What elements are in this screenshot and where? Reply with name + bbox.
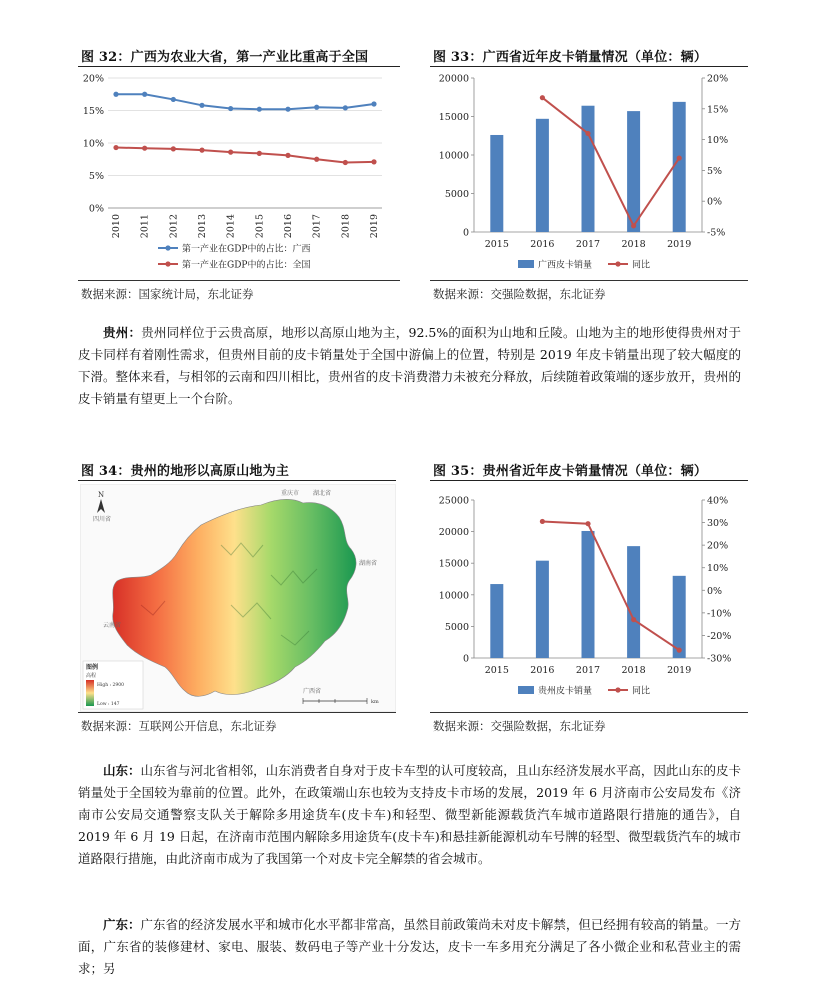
guangdong-paragraph <box>78 914 741 980</box>
fig32-bottom-rule <box>78 280 400 281</box>
fig33-right-tick-label: 0% <box>707 196 723 208</box>
fig35-legend-line-label: 同比 <box>632 686 651 697</box>
fig35-legend-line-marker <box>615 687 620 692</box>
fig33-xtick-label: 2018 <box>621 239 646 250</box>
fig35-xtick-label: 2018 <box>621 665 646 676</box>
legend-high: High : 2900 <box>97 683 124 688</box>
fig33-yoy-point <box>631 223 636 228</box>
fig32-legend-marker <box>165 245 170 250</box>
guangdong-text: 广东省的经济发展水平和城市化水平都非常高，虽然目前政策尚未对皮卡解禁，但已经拥有较高的销量。一方面，广东省的装修建材、家电、服装、数码电子等产业十分发达，皮卡一车多用充分满足了各小微企业和私营业主的需求；另 <box>78 917 741 976</box>
fig35-bar <box>536 561 549 658</box>
fig35-bottom-rule <box>430 712 748 713</box>
shandong-paragraph <box>78 760 741 870</box>
fig32-data-point <box>171 146 176 151</box>
fig35-left-tick-label: 10000 <box>438 590 469 602</box>
fig32-data-point <box>371 101 376 106</box>
fig32-ytick-label: 15% <box>82 106 104 117</box>
fig35-xtick-label: 2019 <box>667 665 692 676</box>
fig32-xtick-label: 2010 <box>111 214 122 239</box>
fig35-left-tick-label: 5000 <box>444 621 469 633</box>
fig33-left-tick-label: 5000 <box>444 189 469 200</box>
fig33-left-tick-label: 15000 <box>438 112 469 123</box>
fig33-yoy-line <box>542 98 679 226</box>
fig32-xtick-label: 2016 <box>283 214 294 239</box>
fig35-right-tick-label: 10% <box>707 563 729 575</box>
fig32-series-line <box>116 94 374 109</box>
terrain-map-svg <box>81 485 395 711</box>
fig33-right-tick-label: 20% <box>707 73 729 85</box>
fig32-xtick-label: 2011 <box>139 214 151 239</box>
fig32-data-point <box>257 151 262 156</box>
fig32-legend-label: 第一产业在GDP中的占比：广西 <box>182 244 311 255</box>
fig35-right-tick-label: 30% <box>707 518 729 530</box>
fig32-ytick-label: 20% <box>82 73 104 85</box>
fig33-legend-bar-swatch <box>518 260 534 268</box>
fig33-legend-line-label: 同比 <box>632 260 651 271</box>
fig32-legend-label: 第一产业在GDP中的占比：全国 <box>182 260 311 271</box>
fig33-left-tick-label: 0 <box>462 227 469 239</box>
label-chongqing: 重庆市 <box>281 490 300 497</box>
fig32-xtick-label: 2015 <box>254 214 266 239</box>
fig33-yoy-point <box>585 131 590 136</box>
fig35-xtick-label: 2016 <box>530 665 555 676</box>
fig32-xtick-label: 2019 <box>369 214 380 239</box>
scale-unit: km <box>371 699 379 705</box>
fig33-title: 图 33：广西省近年皮卡销量情况（单位：辆） <box>433 50 708 65</box>
fig35-top-rule <box>430 480 748 481</box>
fig35-bar <box>582 531 595 658</box>
fig35-bar <box>673 576 686 658</box>
fig34-top-rule <box>78 480 396 481</box>
fig33-legend-line-marker <box>615 261 620 266</box>
fig33-xtick-label: 2016 <box>530 239 555 250</box>
fig32-series-line <box>116 148 374 163</box>
fig32-xtick-label: 2017 <box>311 214 323 239</box>
shandong-text: 山东省与河北省相邻，山东消费者自身对于皮卡车型的认可度较高，且山东经济发展水平高，因此山东的皮卡销量处于全国较为靠前的位置。此外，在政策端山东也较为支持皮卡市场的发展，2019 年 6 月济南市公安局发布《济南市公安局交通警察支队关于解除多用途货车(皮卡车)和轻型、微型新能源载货汽车城市道路限行措施的通告》，自 2019 年 6 月 19 日起，在济南市范围内解除多用途货车(皮卡车)和悬挂新能源机动车号牌的轻型、微型载货汽车的城市道路限行措施，由此济南市成为了我国第一个对皮卡完全解禁的省会城市。 <box>78 763 741 866</box>
fig35-left-tick-label: 15000 <box>438 558 469 570</box>
fig32-xtick-label: 2012 <box>168 214 180 239</box>
fig33-bar <box>627 111 640 232</box>
fig32-data-point <box>113 92 118 97</box>
fig34-bottom-rule <box>78 712 396 713</box>
fig33-source: 数据来源：交强险数据，东北证券 <box>433 287 606 301</box>
fig32-data-point <box>343 160 348 165</box>
legend-subtitle: 高程 <box>86 673 97 679</box>
fig35-source: 数据来源：交强险数据，东北证券 <box>433 719 606 733</box>
legend-title: 图例 <box>86 664 99 671</box>
fig35-right-tick-label: 0% <box>707 585 723 597</box>
fig35-yoy-point <box>631 617 636 622</box>
fig33-bar <box>673 102 686 232</box>
fig32-title: 图 32：广西为农业大省，第一产业比重高于全国 <box>81 50 369 65</box>
fig32-xtick-label: 2013 <box>197 214 208 239</box>
fig32-data-point <box>343 105 348 110</box>
label-sichuan: 四川省 <box>93 516 112 523</box>
fig33-combo-chart <box>430 68 748 278</box>
fig33-bar <box>490 135 503 232</box>
label-guangxi: 广西省 <box>303 688 322 695</box>
fig32-legend-marker <box>165 261 170 266</box>
fig33-right-tick-label: 15% <box>707 104 729 116</box>
legend-low: Low : 147 <box>97 702 120 707</box>
fig32-xtick-label: 2014 <box>225 214 237 239</box>
fig32-data-point <box>257 107 262 112</box>
shandong-lead: 山东： <box>103 763 141 778</box>
legend-color-ramp <box>86 680 94 706</box>
fig32-data-point <box>228 150 233 155</box>
fig32-ytick-label: 5% <box>88 171 104 182</box>
fig32-data-point <box>314 105 319 110</box>
fig33-left-tick-label: 20000 <box>438 73 469 85</box>
fig35-title: 图 35：贵州省近年皮卡销量情况（单位：辆） <box>433 464 708 479</box>
fig32-line-chart <box>78 68 400 278</box>
fig32-data-point <box>113 145 118 150</box>
guizhou-lead: 贵州： <box>103 325 142 340</box>
fig32-xtick-label: 2018 <box>340 214 352 239</box>
fig32-data-point <box>171 97 176 102</box>
fig33-right-tick-label: -5% <box>707 227 726 239</box>
fig35-right-tick-label: 20% <box>707 540 729 552</box>
fig32-ytick-label: 10% <box>82 138 104 150</box>
fig32-data-point <box>285 107 290 112</box>
fig32-data-point <box>285 153 290 158</box>
guizhou-text: 贵州同样位于云贵高原，地形以高原山地为主，92.5%的面积为山地和丘陵。山地为主的地形使得贵州对于皮卡同样有着刚性需求，但贵州目前的皮卡销量处于全国中游偏上的位置，特别是 2019 年皮卡销量出现了较大幅度的下滑。整体来看，与相邻的云南和四川相比，贵州省的皮卡消费潜力未被充分释放，后续随着政策端的逐步放开，贵州的皮卡销量有望更上一个台阶。 <box>78 325 741 406</box>
fig35-yoy-point <box>540 519 545 524</box>
fig35-yoy-point <box>585 521 590 526</box>
label-hunan: 湖南省 <box>359 560 378 567</box>
label-yunnan: 云南省 <box>103 622 122 629</box>
fig33-bar <box>582 106 595 232</box>
fig33-right-tick-label: 10% <box>707 135 729 147</box>
fig34-source: 数据来源：互联网公开信息，东北证券 <box>81 719 277 733</box>
fig32-ytick-label: 0% <box>88 203 104 215</box>
fig35-xtick-label: 2017 <box>575 665 601 676</box>
fig33-yoy-point <box>540 95 545 100</box>
fig35-yoy-line <box>542 521 679 650</box>
fig32-data-point <box>314 157 319 162</box>
fig33-xtick-label: 2017 <box>575 239 601 250</box>
fig32-data-point <box>228 106 233 111</box>
fig35-right-tick-label: -30% <box>707 653 732 665</box>
fig32-data-point <box>199 148 204 153</box>
fig32-data-point <box>199 103 204 108</box>
fig35-right-tick-label: -20% <box>707 630 732 642</box>
fig33-xtick-label: 2015 <box>484 239 509 250</box>
guizhou-paragraph <box>78 322 741 410</box>
fig35-left-tick-label: 25000 <box>438 495 469 507</box>
fig33-top-rule <box>430 66 748 67</box>
guizhou-terrain-map <box>80 484 396 712</box>
fig32-data-point <box>371 159 376 164</box>
fig32-source: 数据来源：国家统计局，东北证券 <box>81 287 254 301</box>
fig35-left-tick-label: 0 <box>462 653 469 665</box>
fig33-bar <box>536 119 549 232</box>
fig34-title: 图 34：贵州的地形以高原山地为主 <box>81 464 290 479</box>
guangdong-lead: 广东： <box>103 917 141 932</box>
fig32-data-point <box>142 92 147 97</box>
fig35-right-tick-label: -10% <box>707 608 732 620</box>
north-label: N <box>97 491 105 499</box>
fig32-top-rule <box>78 66 400 67</box>
fig35-xtick-label: 2015 <box>484 665 509 676</box>
fig35-legend-bar-swatch <box>518 686 534 694</box>
fig35-left-tick-label: 20000 <box>438 527 469 539</box>
fig35-bar <box>490 584 503 658</box>
label-hubei: 湖北省 <box>313 490 332 497</box>
fig33-legend-bar-label: 广西皮卡销量 <box>538 260 593 271</box>
fig35-yoy-point <box>677 648 682 653</box>
fig35-combo-chart <box>430 482 748 710</box>
fig33-left-tick-label: 10000 <box>438 150 469 162</box>
fig33-bottom-rule <box>430 280 748 281</box>
fig32-data-point <box>142 146 147 151</box>
fig35-legend-bar-label: 贵州皮卡销量 <box>538 686 593 697</box>
fig33-right-tick-label: 5% <box>707 165 723 177</box>
fig35-bar <box>627 546 640 658</box>
fig33-xtick-label: 2019 <box>667 239 692 250</box>
fig33-yoy-point <box>677 155 682 160</box>
fig35-right-tick-label: 40% <box>707 495 729 507</box>
